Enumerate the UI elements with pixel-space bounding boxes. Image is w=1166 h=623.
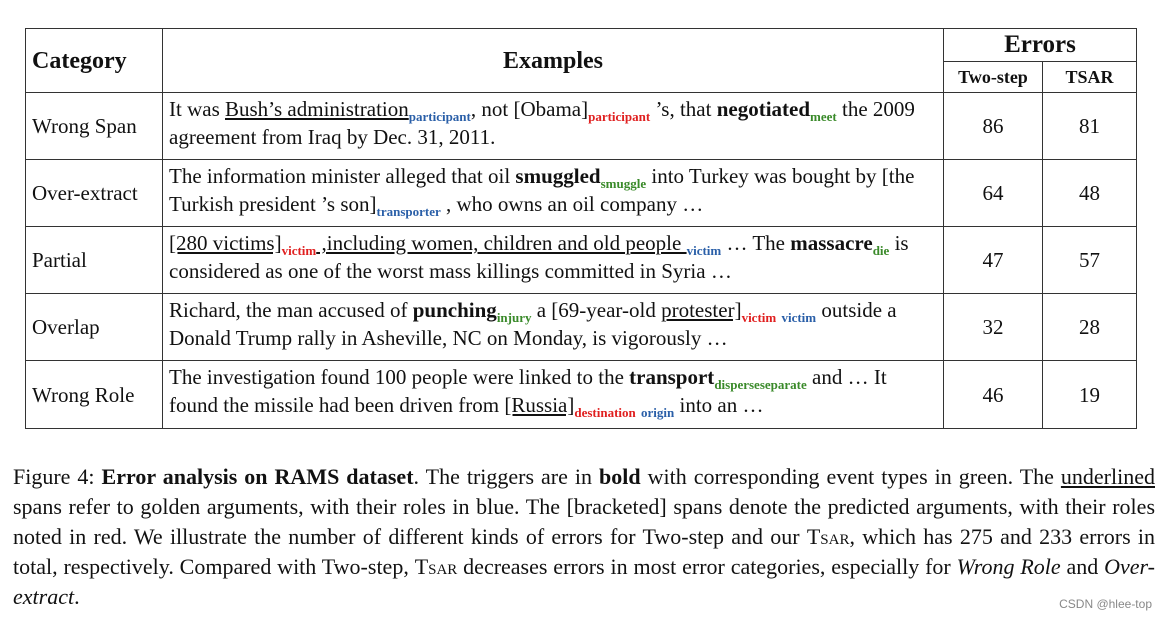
argument-span: protester] [661,298,742,322]
two-step-count: 86 [944,93,1043,160]
italic-term: Wrong Role [956,554,1061,579]
text-span: decreases errors in most error categories, especially for [457,554,957,579]
category-cell: Overlap [26,294,163,361]
text-span: spans refer to golden arguments, with their roles in blue. The [bracketed] spans denote the predicted arguments, with their roles noted in red. We illustrate the number of different kinds of errors for Two-step and our [13,494,1155,549]
text-span: Figure 4: [13,464,102,489]
argument-span: [280 victims] [169,231,282,255]
table-row [26,361,1137,429]
header-examples: Examples [163,29,944,93]
event-type-label: meet [810,109,837,124]
event-type-label: injury [496,310,532,325]
table-row [26,227,1137,294]
tsar-count: 19 [1043,361,1137,429]
gold-role-label: transporter [376,204,441,219]
predicted-role-label: participant [588,109,651,124]
two-step-count: 46 [944,361,1043,429]
figure-caption [13,462,1155,612]
text-span: and [1060,554,1105,579]
argument-span: Bush’s administration [225,97,409,121]
two-step-count: 64 [944,160,1043,227]
text-span: . The triggers are in [413,464,599,489]
argument-span: [Russia] [504,393,575,417]
category-cell: Wrong Span [26,93,163,160]
text-span: It was [169,97,225,121]
trigger-word: negotiated [716,97,811,121]
predicted-role-label: victim [741,310,777,325]
text-span: … The [721,231,791,255]
predicted-role-label: victim [281,243,317,258]
gold-role-label: victim [781,310,817,325]
text-span: with corresponding event types in green. The [640,464,1061,489]
model-name: Tsar [414,554,458,579]
text-span: . [74,584,80,609]
text-span: The investigation found 100 people were linked to the [169,365,630,389]
trigger-word: smuggled [515,164,601,188]
tsar-count: 28 [1043,294,1137,361]
table-header-row [26,29,1137,62]
text-span: outside a Donald Trump rally in Asheville, NC on Monday, is vigorously … [169,298,897,350]
text-span: , not [Obama] [470,97,589,121]
text-span: and … It found the missile had been driven from [169,365,887,417]
text-span: into Turkey was bought by [the Turkish president ’s son] [169,164,915,216]
text-span: Richard, the man accused of [169,298,413,322]
watermark: CSDN @hlee-top [1059,597,1152,611]
tsar-count: 57 [1043,227,1137,294]
category-cell: Partial [26,227,163,294]
table-row [26,294,1137,361]
text-span: into an … [674,393,764,417]
two-step-count: 47 [944,227,1043,294]
gold-role-label: origin [641,405,675,420]
table-row [26,160,1137,227]
tsar-count: 48 [1043,160,1137,227]
text-span: , which has 275 and 233 errors in total, respectively. Compared with Two-step, [13,524,1155,579]
text-span: the 2009 agreement from Iraq by Dec. 31, 2011. [169,97,915,149]
gold-role-label: participant [408,109,471,124]
argument-span: underlined [1060,464,1155,489]
text-span: is considered as one of the worst mass killings committed in Syria … [169,231,909,283]
text-span: ’s, that [650,97,717,121]
example-cell [163,294,944,361]
gold-role-label: victim [686,243,722,258]
event-type-label: disperseseparate [714,377,807,392]
tsar-count: 81 [1043,93,1137,160]
argument-span: ,including women, children and old people [316,231,687,255]
header-two-step: Two-step [944,62,1043,93]
header-tsar: TSAR [1043,62,1137,93]
trigger-word: bold [599,464,641,489]
example-cell [163,160,944,227]
trigger-word: massacre [790,231,873,255]
category-cell: Wrong Role [26,361,163,429]
text-span: a [69-year-old [531,298,662,322]
example-cell [163,361,944,429]
model-name: Tsar [806,524,850,549]
category-cell: Over-extract [26,160,163,227]
text-span: , who owns an oil company … [440,192,704,216]
predicted-role-label: destination [574,405,636,420]
two-step-count: 32 [944,294,1043,361]
example-cell [163,227,944,294]
example-cell [163,93,944,160]
trigger-word: Error analysis on RAMS dataset [101,464,414,489]
header-category: Category [26,29,163,93]
trigger-word: punching [412,298,497,322]
table-row [26,93,1137,160]
header-errors: Errors [944,29,1137,62]
event-type-label: smuggle [600,176,647,191]
trigger-word: transport [629,365,715,389]
event-type-label: die [872,243,890,258]
error-analysis-table [25,28,1137,429]
text-span: The information minister alleged that oil [169,164,516,188]
italic-term: Over-extract [13,554,1156,609]
